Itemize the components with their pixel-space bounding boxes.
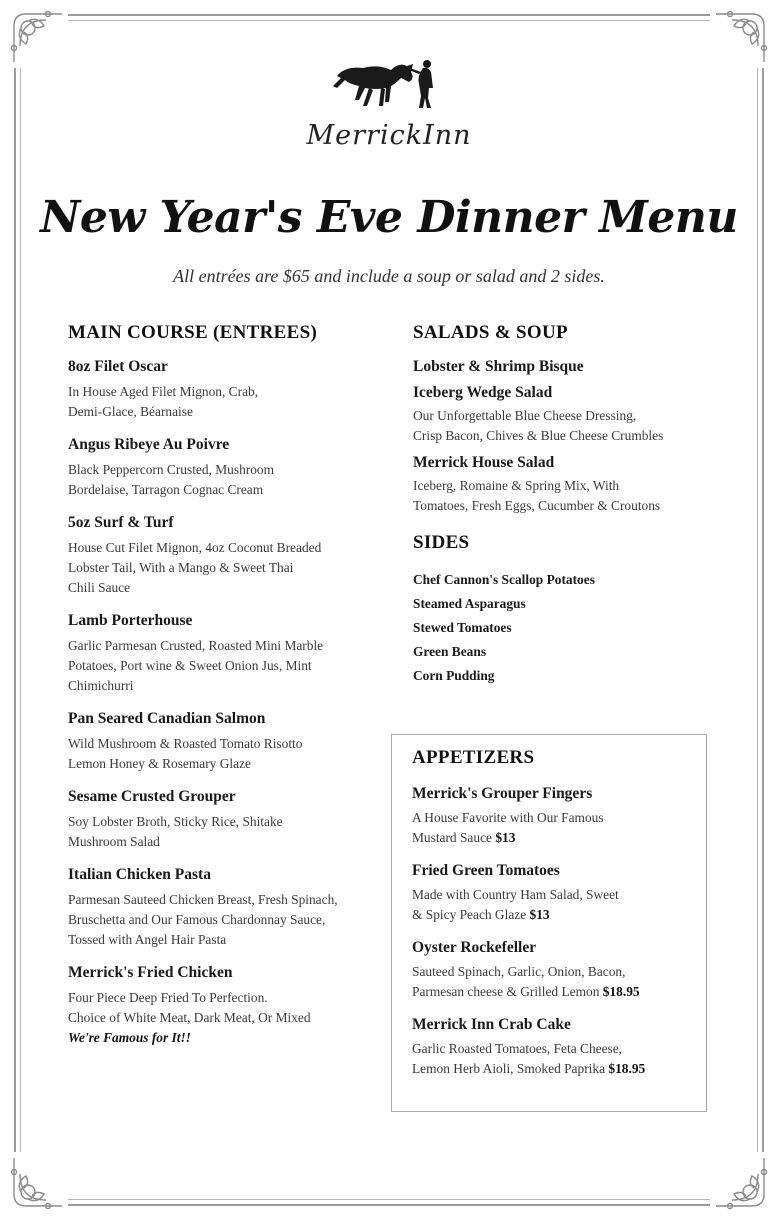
menu-item-description: Wild Mushroom & Roasted Tomato Risotto Lemon Honey & Rosemary Glaze	[68, 736, 303, 771]
menu-item-name: 5oz Surf & Turf	[68, 514, 174, 531]
menu-item-name: Merrick's Fried Chicken	[68, 964, 233, 981]
menu-item	[412, 939, 686, 1002]
sides-list	[413, 568, 713, 688]
menu-item-description: Iceberg, Romaine & Spring Mix, With Tomatoes, Fresh Eggs, Cucumber & Croutons	[413, 478, 661, 513]
menu-item-name: 8oz Filet Oscar	[68, 358, 168, 375]
menu-item-description: Parmesan Sauteed Chicken Breast, Fresh Spinach, Bruschetta and Our Famous Chardonnay Sauce, Tossed with Angel Hair Pasta	[68, 892, 338, 947]
page-title: New Year's Eve Dinner Menu	[40, 192, 738, 243]
menu-item-price: $18.95	[602, 984, 640, 999]
menu-item-name: Merrick's Grouper Fingers	[412, 785, 593, 802]
salads-soup-section	[413, 322, 713, 688]
menu-item	[68, 866, 378, 950]
menu-item-name: Iceberg Wedge Salad	[413, 384, 553, 401]
menu-item	[412, 785, 686, 848]
menu-item	[68, 358, 378, 422]
menu-item-name: Merrick Inn Crab Cake	[412, 1016, 571, 1033]
menu-item-price: $13	[495, 830, 516, 845]
side-item: Corn Pudding	[413, 668, 495, 683]
side-item: Stewed Tomatoes	[413, 620, 512, 635]
menu-item	[68, 514, 378, 598]
menu-item	[68, 436, 378, 500]
menu-item-name: Angus Ribeye Au Poivre	[68, 436, 230, 453]
side-item: Steamed Asparagus	[413, 596, 526, 611]
menu-item-tagline: We're Famous for It!!	[68, 1030, 191, 1045]
menu-item	[412, 862, 686, 925]
menu-item	[68, 964, 378, 1048]
horse-and-groom-icon	[331, 54, 447, 110]
restaurant-logo-name: MerrickInn	[306, 120, 472, 151]
menu-item-description: Black Peppercorn Crusted, Mushroom Bordelaise, Tarragon Cognac Cream	[68, 462, 275, 497]
menu-item	[413, 358, 713, 376]
menu-item-description: Made with Country Ham Salad, Sweet & Spicy Peach Glaze $13	[412, 887, 619, 922]
side-item: Chef Cannon's Scallop Potatoes	[413, 572, 595, 587]
menu-item-description: Garlic Parmesan Crusted, Roasted Mini Marble Potatoes, Port wine & Sweet Onion Jus, Mint Chimichurri	[68, 638, 324, 693]
menu-item-name: Sesame Crusted Grouper	[68, 788, 236, 805]
menu-item	[412, 1016, 686, 1079]
corner-flourish-icon	[6, 1152, 68, 1214]
menu-item-description: Soy Lobster Broth, Sticky Rice, Shitake Mushroom Salad	[68, 814, 283, 849]
menu-item-name: Merrick House Salad	[413, 454, 555, 471]
sides-heading: SIDES	[413, 532, 470, 553]
pricing-note: All entrées are $65 and include a soup or salad and 2 sides.	[173, 266, 605, 286]
menu-item	[68, 612, 378, 696]
menu-item	[413, 384, 713, 446]
main-course-heading: MAIN COURSE (ENTREES)	[68, 322, 318, 343]
corner-flourish-icon	[710, 1152, 772, 1214]
menu-item-description: Our Unforgettable Blue Cheese Dressing, Crisp Bacon, Chives & Blue Cheese Crumbles	[413, 408, 664, 443]
menu-item	[68, 788, 378, 852]
main-course-section	[68, 322, 378, 1062]
side-item: Green Beans	[413, 644, 487, 659]
menu-item-name: Oyster Rockefeller	[412, 939, 537, 956]
menu-item-description: In House Aged Filet Mignon, Crab, Demi-Glace, Béarnaise	[68, 384, 259, 419]
menu-item-description: Garlic Roasted Tomatoes, Feta Cheese, Lemon Herb Aioli, Smoked Paprika $18.95	[412, 1041, 646, 1076]
appetizers-heading: APPETIZERS	[412, 747, 535, 768]
menu-item	[68, 710, 378, 774]
menu-item	[413, 454, 713, 516]
menu-item-description: House Cut Filet Mignon, 4oz Coconut Breaded Lobster Tail, With a Mango & Sweet Thai Chili Sauce	[68, 540, 322, 595]
menu-item-name: Lamb Porterhouse	[68, 612, 193, 629]
corner-flourish-icon	[6, 6, 68, 68]
menu-item-name: Italian Chicken Pasta	[68, 866, 211, 883]
menu-item-price: $13	[529, 907, 550, 922]
menu-item-description: A House Favorite with Our Famous Mustard Sauce $13	[412, 810, 604, 845]
menu-item-description: Sauteed Spinach, Garlic, Onion, Bacon, Parmesan cheese & Grilled Lemon $18.95	[412, 964, 640, 999]
menu-item-description: Four Piece Deep Fried To Perfection. Choice of White Meat, Dark Meat, Or Mixed	[68, 990, 311, 1025]
menu-item-name: Lobster & Shrimp Bisque	[413, 358, 584, 375]
menu-item-name: Fried Green Tomatoes	[412, 862, 560, 879]
menu-item-name: Pan Seared Canadian Salmon	[68, 710, 266, 727]
corner-flourish-icon	[710, 6, 772, 68]
salads-soup-heading: SALADS & SOUP	[413, 322, 568, 343]
appetizers-box	[391, 734, 707, 1112]
menu-item-price: $18.95	[608, 1061, 646, 1076]
